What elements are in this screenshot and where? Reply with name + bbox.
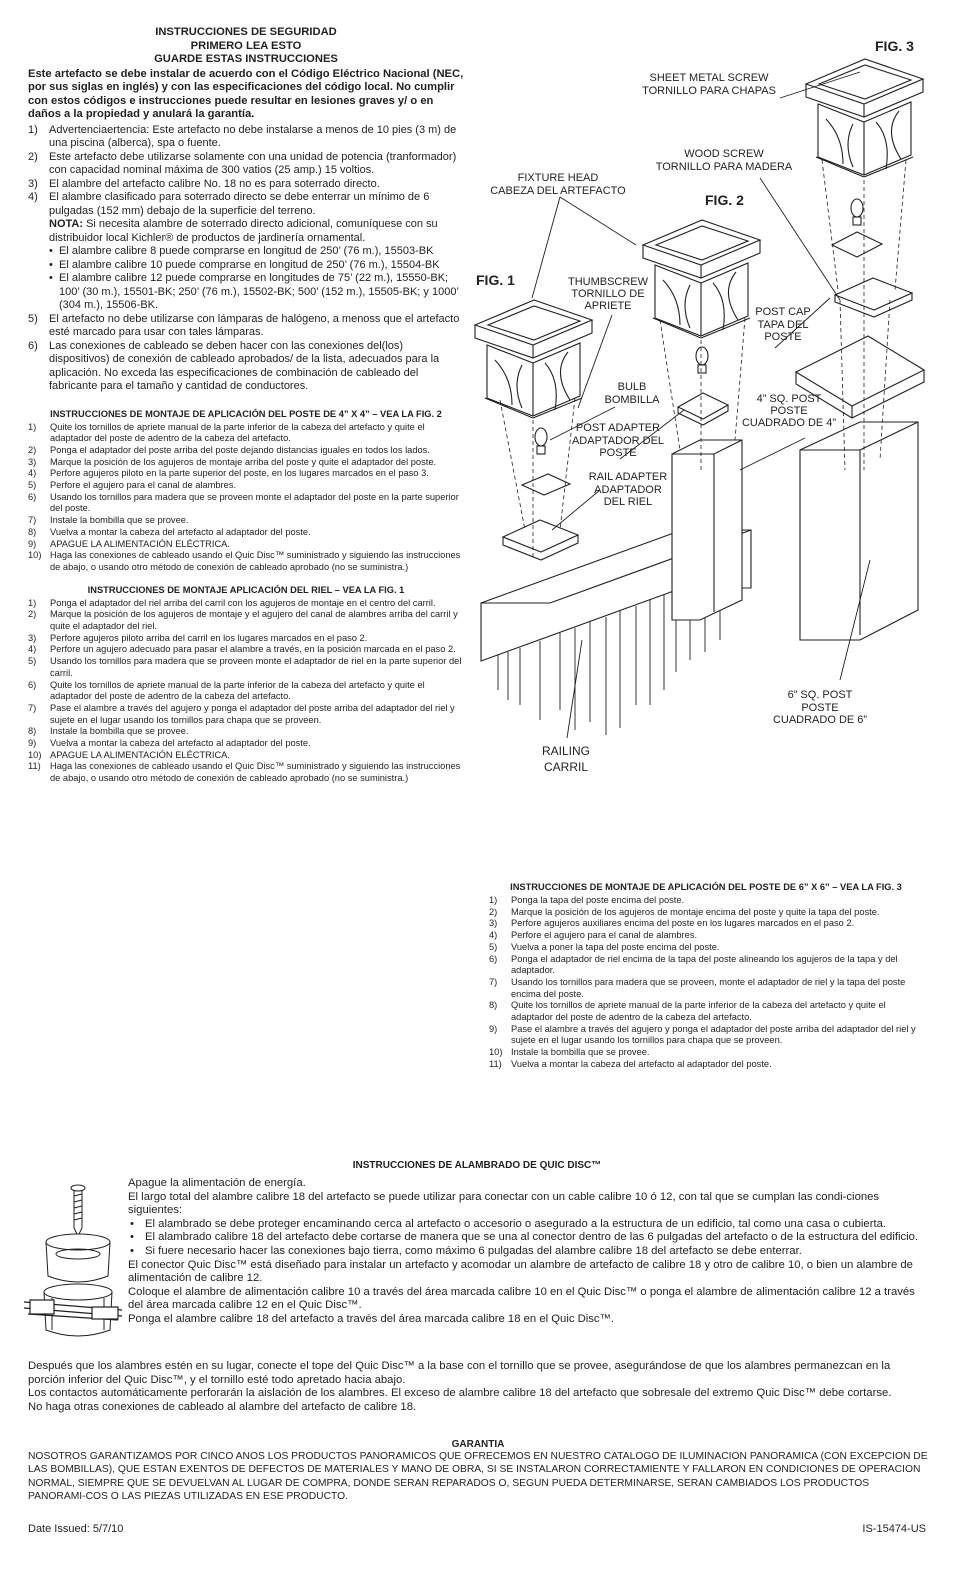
list-item: 10) Haga las conexiones de cableado usando el Quic Disc™ suministrado y siguiendo las instrucciones de abajo, o usando otro método de conexión de cableado aprobado (no se suministra.) xyxy=(28,550,461,572)
post4-steps xyxy=(28,422,464,574)
list-item: 9) Vuelva a montar la cabeza del artefacto al adaptador del poste. xyxy=(28,738,311,749)
list-item: 1) Ponga la tapa del poste encima del poste. xyxy=(489,895,685,905)
document-code: IS-15474-US xyxy=(862,1523,926,1535)
fixture-head-fig3 xyxy=(806,59,923,177)
list-item: 3) El alambre del artefacto calibre No. 18 no es para soterrado directo. xyxy=(28,177,380,190)
label-post-4: 4” SQ. POST POSTE CUADRADO DE 4” xyxy=(741,393,837,429)
list-item: 11) Haga las conexiones de cableado usando el Quic Disc™ suministrado y siguiendo las instrucciones de abajo, o usando otro método de conexión de cableado aprobado (no se suministra.) xyxy=(28,761,461,784)
list-item: 6) Las conexiones de cableado se deben hacer con las conexiones del(los) dispositivos) de conexión de cableado aprobados/ de la lista, adecuados para la aplicación. No exceda las especificaciones de combinación de cableado del fabricante para el tamaño y cantidad de conductores. xyxy=(28,339,440,392)
bulb-fig1 xyxy=(535,428,547,454)
adapter-fig1 xyxy=(503,474,578,560)
list-item: 6) Usando los tornillos para madera que se proveen monte el adaptador del poste en la parte superior del poste. xyxy=(28,491,459,514)
list-item: 7) Usando los tornillos para madera que se proveen, monte el adaptador de riel y la tapa del poste encima del poste. xyxy=(489,976,906,999)
list-item: 5) El artefacto no debe utilizarse con lámparas de halógeno, a menoss que el artefacto esté marcado para usar con tales lámparas. xyxy=(28,312,460,338)
assembly-diagram xyxy=(470,30,950,790)
quic-bullet: • El alambrado se debe proteger encaminando cerca al artefacto o accesorio o asegurado a la estructura de un edificio, tal como una casa o cubierta. xyxy=(128,1218,928,1232)
rail-steps xyxy=(28,598,464,785)
wires xyxy=(24,1300,122,1320)
adapter-fig3 xyxy=(832,232,912,317)
quic-p3: El conector Quic Disc™ está diseñado para instalar un artefacto y acomodar un alambre de artefacto de calibre 18 y otro de calibre 10, o bien un alambre de alimentación de calibre 12. xyxy=(128,1258,913,1285)
quic-title: INSTRUCCIONES DE ALAMBRADO DE QUIC DISC™ xyxy=(352,1160,602,1171)
disc-top xyxy=(46,1234,110,1282)
list-item: 7) Pase el alambre a través del agujero y ponga el adaptador del poste arriba del adaptador del riel y sujete en el lugar usando los tornillos para chapa que se proveen. xyxy=(28,702,455,725)
list-item: 4) El alambre clasificado para soterrado directo se debe enterrar un mínimo de 6 pulgadas (152 mm) debajo de la superficie del terreno. NOTA: Si necesita alambre de soterrado directo adicional, comuníquese con su distribuidor local Kichler® de productos de jardinería ornamental. • El alambre calibre 8 puede comprarse en longitud de 250’ (76 m.), 15503-BK • El alambre calibre 10 puede comprarse en longitud de 250’ (76 m.), 15504-BK • El alambre calibre 12 puede comprarse en longitudes de 75’ (22 m.), 15550-BK; 100’ (30 m.), 15501-BK; 250’ (76 m.), 15502-BK; 500’ (152 m.), 15505-BK; y 1000’ (304 m.), 15506-BK. xyxy=(28,191,464,313)
date-issued: Date Issued: 5/7/10 xyxy=(28,1523,124,1535)
list-item: 10) Instale la bombilla que se provee. xyxy=(489,1047,650,1058)
list-item: 5) Usando los tornillos para madera que se proveen monte el adaptador de riel en la parte superior del carril. xyxy=(28,656,462,678)
safety-title-1: INSTRUCCIONES DE SEGURIDAD xyxy=(155,26,337,38)
list-item: 11) Vuelva a montar la cabeza del artefacto al adaptador del poste. xyxy=(489,1058,772,1069)
quic-p6: Después que los alambres estén en su lugar, conecte el tope del Quic Disc™ a la base con el tornillo que se provee, asegurándose de que los alambres permanezcan en la porción inferior del Quic Disc™, y el tornillo esté todo apretado hacia abajo. xyxy=(28,1360,891,1386)
bulb-fig2 xyxy=(696,347,708,373)
list-item: 8) Instale la bombilla que se provee. xyxy=(28,726,189,737)
label-wood-screw: WOOD SCREW TORNILLO PARA MADERA xyxy=(655,148,793,173)
label-fixture-head: FIXTURE HEAD CABEZA DEL ARTEFACTO xyxy=(490,172,626,197)
list-item: 1) Advertenciaertencia: Este artefacto no debe instalarse a menos de 10 pies (3 m) de una piscina (alberca), spa o fuente. xyxy=(28,123,457,149)
fig3-label: FIG. 3 xyxy=(875,38,914,54)
left-column xyxy=(28,26,464,785)
screw-icon xyxy=(71,1185,85,1236)
list-item: 3) Marque la posición de los agujeros de montaje arriba del poste y quite el adaptador del poste. xyxy=(28,456,437,467)
list-item: 6) Quite los tornillos de apriete manual de la parte inferior de la cabeza del artefacto y quite el adaptador del poste de adentro de la cabeza del artefacto. xyxy=(28,679,425,702)
list-item: 4) Perfore el agujero para el canal de alambres. xyxy=(489,930,698,941)
safety-title-2: PRIMERO LEA ESTO xyxy=(190,39,302,52)
list-item: 8) Quite los tornillos de apriete manual de la parte inferior de la cabeza del artefacto y quite el adaptador del poste de adentro de la cabeza del artefacto. xyxy=(489,1000,886,1023)
list-item: 4) Perfore agujeros piloto en la parte superior del poste, en los lugares marcados en el paso 3. xyxy=(28,468,429,479)
list-item: 1) Ponga el adaptador del riel arriba del carril con los agujeros de montaje en el centro del carril. xyxy=(28,597,436,608)
safety-title-3: GUARDE ESTAS INSTRUCCIONES xyxy=(154,53,338,65)
list-item: 2) Ponga el adaptador del poste arriba del poste dejando distancias iguales en todos los lados. xyxy=(28,444,430,455)
list-item: 4) Perfore un agujero adecuado para pasar el alambre a través, en la posición marcada en el paso 2. xyxy=(28,644,456,655)
warranty-text: NOSOTROS GARANTIZAMOS POR CINCO ANOS LOS PRODUCTOS PANORAMICOS QUE OFRECEMOS EN NUESTRO CATALOGO DE ILUMINACION PANORAMICA (CON EXCEPCION DE LAS BOMBILLAS), QUE ESTAN EXENTOS DE DEFECTOS DE MATERIALES Y MANO DE OBRA, SI SE INSTALARON CORRECTAMIENTE Y FALLARON EN CONDICIONES DE OPERACION NORMAL, SIEMPRE QUE SE DEVUELVAN AL LUGAR DE COMPRA, DONDE SERAN REPARADOS O, SEGUN PUEDA DETERMINARSE, SERAN CAMBIADOS LOS PRODUCTOS PANORAMI-COS O LAS PIEZAS UTILIZADAS EN ESE PRODUCTO. xyxy=(28,1451,928,1503)
post-6-drawing xyxy=(796,336,924,640)
list-item: 2) Marque la posición de los agujeros de montaje encima del poste y quite la tapa del poste. xyxy=(489,906,880,917)
bullet-item: • El alambre calibre 12 puede comprarse en longitudes de 75’ (22 m.), 15550-BK; 100’ (30 m.), 15501-BK; 250’ (76 m.), 15502-BK; 500’ (152 m.), 15505-BK; y 1000’ (304 m.), 15506-BK. xyxy=(49,272,464,313)
fig1-label: FIG. 1 xyxy=(476,272,515,288)
note: NOTA: Si necesita alambre de soterrado directo adicional, comuníquese con su distribuidor local Kichler® de productos de jardinería ornamental. xyxy=(49,218,438,244)
fig2-label: FIG. 2 xyxy=(705,192,744,208)
safety-intro: Este artefacto se debe instalar de acuerdo con el Código Eléctrico Nacional (NEC, por sus siglas en inglés) y con las especificaciones del código local. No cumplir con estos códigos e instrucciones puede resultar en lesiones graves y/ o en daños a la propiedad y anulará la garantía. xyxy=(28,67,464,120)
list-item: 9) Pase el alambre a través del agujero y ponga el adaptador del poste arriba del adaptador del riel y sujete en el lugar usando los tornillos para chapa que se proveen. xyxy=(489,1023,916,1046)
bullet-item: • El alambre calibre 10 puede comprarse en longitud de 250’ (76 m.), 15504-BK xyxy=(49,259,464,273)
list-item: 7) Instale la bombilla que se provee. xyxy=(28,515,189,526)
warranty-title: GARANTIA xyxy=(451,1439,505,1450)
quic-disc-illustration xyxy=(22,1180,126,1350)
post6-steps xyxy=(489,895,923,1071)
quic-p5: Ponga el alambre calibre 18 del artefacto a través del área marcada calibre 18 en el Quic Disc™. xyxy=(128,1312,615,1325)
label-bulb: BULB BOMBILLA xyxy=(604,381,660,406)
post6-section xyxy=(489,881,923,1071)
post6-title: INSTRUCCIONES DE MONTAJE DE APLICACIÓN DEL POSTE DE 6” X 6” – VEA LA FIG. 3 xyxy=(510,882,902,892)
bulb-fig3 xyxy=(851,199,863,225)
fixture-head-fig2 xyxy=(643,220,760,338)
quic-p1: Apague la alimentación de energía. xyxy=(128,1177,306,1189)
list-item: 2) Este artefacto debe utilizarse solamente con una unidad de potencia (tranformador) con capacidad nominal máxima de 300 vatios (25 amp.) 15 voltios. xyxy=(28,150,457,176)
list-item: 3) Perfore agujeros auxiliares encima del poste en los lugares marcados en el paso 2. xyxy=(489,918,855,929)
quic-p4: Coloque el alambre de alimentación calibre 10 a través del área marcada calibre 10 en el Quic Disc™ o ponga el alambre de alimentación calibre 12 a través del área marcada calibre 12 en el Quic Disc™. xyxy=(128,1285,915,1312)
safety-list xyxy=(28,124,464,394)
list-item: 3) Perfore agujeros piloto arriba del carril en los lugares marcados en el paso 2. xyxy=(28,632,368,643)
list-item: 5) Vuelva a poner la tapa del poste encima del poste. xyxy=(489,941,720,952)
label-railing: RAILING CARRIL xyxy=(541,744,590,774)
warranty-section xyxy=(28,1439,928,1504)
label-sheet-metal-screw: SHEET METAL SCREW TORNILLO PARA CHAPAS xyxy=(642,72,776,97)
post4-title: INSTRUCCIONES DE MONTAJE DE APLICACIÓN DEL POSTE DE 4” X 4” – VEA LA FIG. 2 xyxy=(50,408,442,419)
label-post-cap: POST CAP TAPA DEL POSTE xyxy=(755,306,811,343)
adapter-fig2 xyxy=(678,393,728,425)
list-item: 5) Perfore el agujero para el canal de alambres. xyxy=(28,480,237,491)
rail-title: INSTRUCCIONES DE MONTAJE APLICACIÓN DEL RIEL – VEA LA FIG. 1 xyxy=(87,584,405,595)
quic-p8: No haga otras conexiones de cableado al alambre del artefacto de calibre 18. xyxy=(28,1400,417,1413)
post-4-drawing xyxy=(672,440,742,620)
label-post-6: 6” SQ. POST POSTE CUADRADO DE 6” xyxy=(772,689,868,726)
quic-bullet: • Si fuere necesario hacer las conexiones bajo tierra, como máximo 6 pulgadas del alambre calibre 18 del artefacto se debe enterrar. xyxy=(128,1245,928,1259)
bullet-item: • El alambre calibre 8 puede comprarse en longitud de 250’ (76 m.), 15503-BK xyxy=(49,245,464,259)
quic-p7: Los contactos automáticamente perforarán la aislación de los alambres. El exceso de alambre calibre 18 del artefacto que sobresale del extremo Quic Disc™ debe cortarse. xyxy=(28,1387,892,1400)
quic-body-full xyxy=(28,1360,928,1414)
quic-p2: El largo total del alambre calibre 18 del artefacto se puede utilizar para conectar con un cable calibre 10 ó 12, con tal que se cumplan las condi-ciones siguientes: xyxy=(128,1190,880,1217)
label-rail-adapter: RAIL ADAPTER ADAPTADOR DEL RIEL xyxy=(588,471,668,508)
quic-body-indented xyxy=(128,1177,928,1327)
label-post-adapter: POST ADAPTER ADAPTADOR DEL POSTE xyxy=(571,422,665,459)
list-item: 8) Vuelva a montar la cabeza del artefacto al adaptador del poste. xyxy=(28,526,311,537)
list-item: 1) Quite los tornillos de apriete manual de la parte inferior de la cabeza del artefacto y quite el adaptador del poste de adentro de la cabeza del artefacto. xyxy=(28,421,425,444)
list-item: 9) APAGUE LA ALIMENTACIÓN ELÉCTRICA. xyxy=(28,538,230,549)
list-item: 2) Marque la posición de los agujeros de montaje y el agujero del canal de alambres arriba del carril y quite el adaptador del riel. xyxy=(28,609,458,632)
list-item: 10) APAGUE LA ALIMENTACIÓN ELÉCTRICA. xyxy=(28,749,230,760)
label-thumbscrew: THUMBSCREW TORNILLO DE APRIETE xyxy=(567,276,649,312)
list-item: 6) Ponga el adaptador de riel encima de la tapa del poste alineando los agujeros de la tapa y del adaptador. xyxy=(489,953,898,976)
quic-bullet: • El alambrado calibre 18 del artefacto debe cortarse de manera que se una al conector dentro de las 6 pulgadas del artefacto o de la estructura del edificio. xyxy=(128,1231,928,1245)
